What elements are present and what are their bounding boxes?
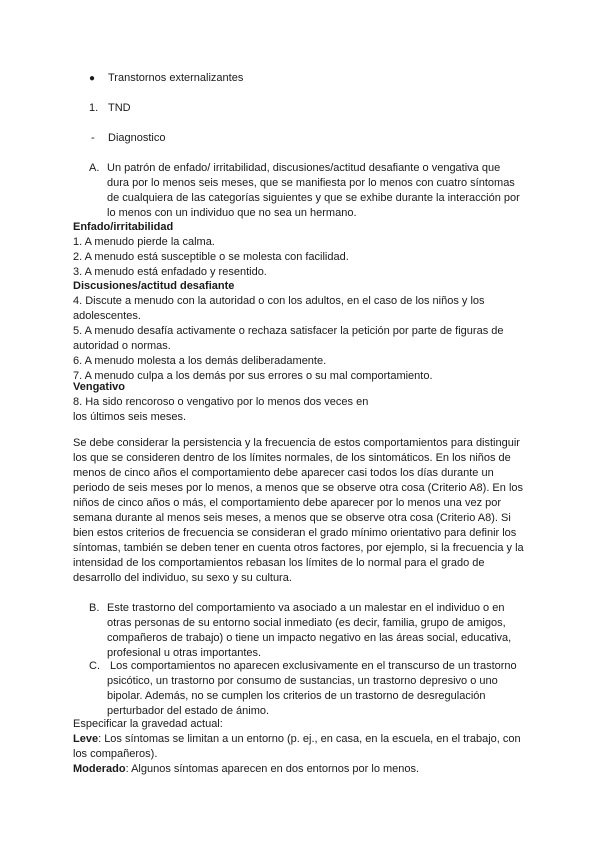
criterion-a-line: dura por lo menos seis meses, que se manifiesta por lo menos con cuatro síntomas: [107, 177, 515, 189]
paragraph-line: desarrollo del individuo, su sexo y su cultura.: [73, 572, 292, 584]
enfado-section: [73, 220, 533, 280]
severity-section: [73, 717, 533, 777]
criterion-c-marker: C.: [89, 660, 100, 672]
symptom-item: 3. A menudo está enfadado y resentido.: [73, 266, 267, 278]
vengativo-heading: Vengativo: [73, 381, 125, 393]
bullet-marker: ●: [89, 73, 96, 84]
criterion-a-marker: A.: [89, 162, 100, 174]
symptom-line: 7. A menudo culpa a los demás por sus errores o su mal comportamiento.: [73, 370, 433, 382]
section-title: Transtornos externalizantes: [108, 72, 244, 84]
criterion-b-line: compañeros de trabajo) o tiene un impacto negativo en las áreas social, educativa,: [107, 632, 512, 644]
criterion-c-text: [107, 659, 527, 719]
symptom-line: 5. A menudo desafía activamente o rechaza satisfacer la petición por parte de figuras de: [73, 325, 504, 337]
severity-moderado: [73, 762, 533, 777]
paragraph-line: niños de cinco años o más, el comportamiento debe aparecer por lo menos una vez por: [73, 497, 502, 509]
criterion-c-line: bipolar. Además, no se cumplen los criterios de un trastorno de desregulación: [107, 690, 486, 702]
vengativo-section: [73, 380, 533, 425]
criterion-b-marker: B.: [89, 602, 100, 614]
criterion-b-line: profesional u otras importantes.: [107, 647, 262, 659]
criterion-b-line: Este trastorno del comportamiento va asociado a un malestar en el individuo o en: [107, 602, 505, 614]
subsection-title: TND: [108, 102, 131, 114]
criterion-c-line: psicótico, un trastorno por consumo de sustancias, un trastorno depresivo o uno: [107, 675, 498, 687]
discusiones-heading: Discusiones/actitud desafiante: [73, 280, 235, 292]
criterion-b-line: otras personas de su entorno social inmediato (es decir, familia, grupo de amigos,: [107, 617, 506, 629]
leve-label: Leve: [73, 733, 99, 745]
paragraph-line: Se debe considerar la persistencia y la frecuencia de estos comportamientos para distinguir: [73, 437, 520, 449]
frequency-paragraph: [73, 436, 533, 586]
symptom-item: 2. A menudo está susceptible o se molesta con facilidad.: [73, 251, 349, 263]
paragraph-line: bien estos criterios de frecuencia se consideran el grado mínimo orientativo para definir los: [73, 527, 517, 539]
dash-marker: -: [91, 132, 95, 144]
discusiones-section: [73, 279, 533, 384]
paragraph-line: menos de cinco años el comportamiento debe aparecer casi todos los días durante un: [73, 467, 494, 479]
enfado-heading: Enfado/irritabilidad: [73, 221, 174, 233]
symptom-line: 8. Ha sido rencoroso o vengativo por lo menos dos veces en: [73, 396, 369, 408]
criterion-b-text: [107, 601, 527, 661]
criterion-c-line: perturbador del estado de ánimo.: [107, 705, 270, 717]
symptom-line: autoridad o normas.: [73, 340, 171, 352]
severity-leve: [73, 732, 533, 747]
symptom-item: 1. A menudo pierde la calma.: [73, 236, 215, 248]
diagnostic-label: Diagnostico: [108, 132, 166, 144]
paragraph-line: síntomas, también se deben tener en cuenta otros factores, por ejemplo, si la frecuencia y la: [73, 542, 524, 554]
moderado-label: Moderado: [73, 763, 126, 775]
criterion-c-line: Los comportamientos no aparecen exclusivamente en el transcurso de un trastorno: [107, 660, 517, 672]
paragraph-line: periodo de seis meses por lo menos, a menos que se observe otra cosa (Criterio A8). En los: [73, 482, 524, 494]
moderado-text: : Algunos síntomas aparecen en dos entornos por lo menos.: [125, 763, 420, 775]
paragraph-line: intensidad de los comportamientos rebasan los límites de lo normal para el grado de: [73, 557, 485, 569]
symptom-line: 6. A menudo molesta a los demás deliberadamente.: [73, 355, 327, 367]
symptom-line: 4. Discute a menudo con la autoridad o con los adultos, en el caso de los niños y los: [73, 295, 485, 307]
symptom-line: adolescentes.: [73, 310, 141, 322]
numbered-marker: 1.: [89, 102, 99, 114]
criterion-a-line: lo menos con un individuo que no sea un hermano.: [107, 207, 357, 219]
leve-text: : Los síntomas se limitan a un entorno (p. ej., en casa, en la escuela, en el trabajo, con: [98, 733, 521, 745]
symptom-line: los últimos seis meses.: [73, 411, 187, 423]
criterion-a-line: de cualquiera de las categorías siguientes y que se exhibe durante la interacción por: [107, 192, 520, 204]
criterion-a-text: [107, 161, 527, 221]
paragraph-line: semana durante al menos seis meses, a menos que se observe otra cosa (Criterio A8). Si: [73, 512, 511, 524]
severity-leve-cont: los compañeros).: [73, 748, 158, 760]
criterion-a-line: Un patrón de enfado/ irritabilidad, discusiones/actitud desafiante o vengativa que: [107, 162, 501, 174]
severity-intro: Especificar la gravedad actual:: [73, 718, 223, 730]
paragraph-line: los que se consideren dentro de los límites normales, de los sintomáticos. En los niños de: [73, 452, 511, 464]
